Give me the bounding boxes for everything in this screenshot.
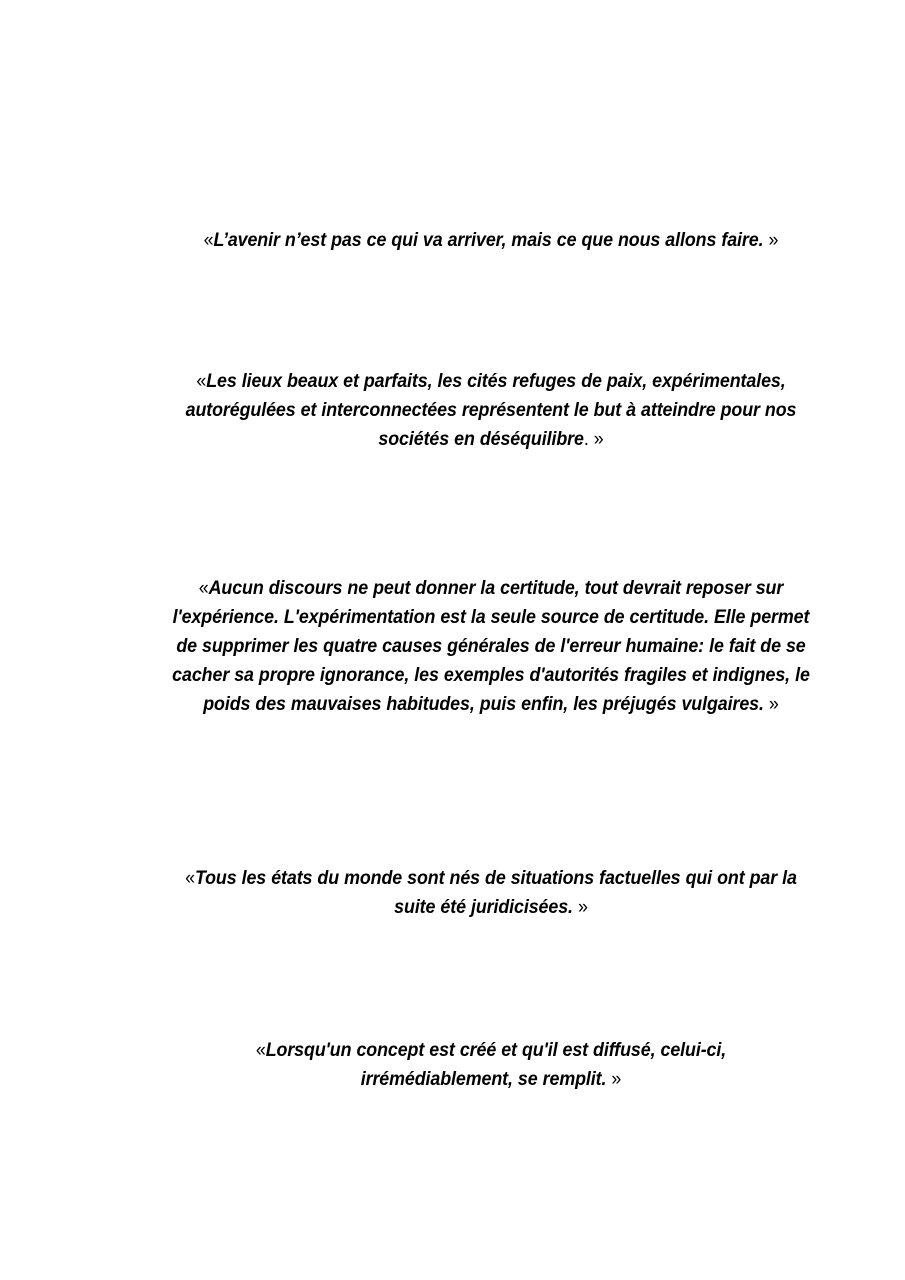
opening-guillemet-4: «	[185, 868, 195, 890]
opening-guillemet-3: «	[198, 578, 209, 600]
opening-guillemet-2: «	[196, 371, 207, 393]
quotation-text-3: Aucun discours ne peut donner la certitude, tout devrait reposer sur l'expérience. L'expérimentation est la seule source de certitude. Elle permet de supprimer les quatre causes générales de l'erreur humaine: le fait de se cacher sa propre ignorance, les exemples d'autorités fragiles et indignes, le poids des mauvaises habitudes, puis enfin, les préjugés vulgaires.	[172, 578, 810, 716]
closing-guillemet-3: »	[768, 694, 779, 716]
closing-guillemet-2: »	[593, 429, 604, 451]
opening-guillemet-5: «	[255, 1040, 266, 1062]
quotation-block-3	[168, 574, 813, 719]
quotation-block-4	[168, 864, 813, 922]
quotation-text-1: L’avenir n’est pas ce qui va arriver, mais ce que nous allons faire.	[213, 230, 764, 252]
quotation-block-2	[168, 367, 813, 454]
quotation-block-5	[168, 1036, 813, 1094]
closing-guillemet-4: »	[577, 897, 588, 919]
quotation-text-4: Tous les états du monde sont nés de situations factuelles qui ont par la suite été juridicisées.	[194, 868, 797, 919]
quotation-block-1	[168, 226, 813, 255]
opening-guillemet-1: «	[203, 230, 214, 252]
closing-guillemet-5: »	[611, 1069, 622, 1091]
quotation-period-2: .	[583, 429, 589, 451]
quotation-text-5: Lorsqu'un concept est créé et qu'il est diffusé, celui-ci, irrémédiablement, se remplit.	[265, 1040, 727, 1091]
closing-guillemet-1: »	[768, 230, 779, 252]
quotation-text-2: Les lieux beaux et parfaits, les cités refuges de paix, expérimentales, autorégulées et interconnectées représentent le but à atteindre pour nos sociétés en déséquilibre	[185, 371, 797, 451]
